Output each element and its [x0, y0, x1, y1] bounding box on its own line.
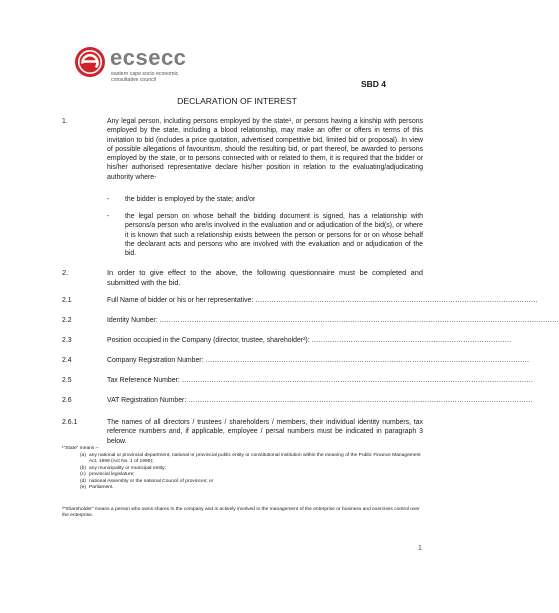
- bullet-1-dash: -: [107, 196, 110, 203]
- list-item-key: (d): [80, 478, 86, 484]
- field-2-3-number: 2.3: [62, 337, 72, 344]
- field-2-2-number: 2.2: [62, 317, 72, 324]
- field-2-6-number: 2.6: [62, 397, 72, 404]
- field-full-name[interactable]: [107, 296, 538, 305]
- list-item: [80, 485, 425, 491]
- list-item-key: (e): [80, 485, 86, 491]
- field-full-name-dots: ……………………………………………………………………………………………………………: [255, 297, 538, 304]
- field-2-5-number: 2.5: [62, 377, 72, 384]
- field-full-name-label: Full Name of bidder or his or her representative:: [107, 297, 254, 304]
- list-item-key: (c): [80, 472, 86, 478]
- ecsecc-logo-mark-icon: [74, 46, 106, 78]
- bullet-1-text: the bidder is employed by the state; and/or: [125, 196, 256, 203]
- field-vat-registration-dots: ……………………………………………………………………………………………………………………………………: [188, 397, 533, 404]
- field-identity-number[interactable]: [107, 316, 559, 325]
- field-tax-reference-dots: ………………………………………………………………………………………………………………………………………: [181, 377, 534, 384]
- footnote-state-list: [80, 453, 425, 491]
- list-item: [80, 453, 425, 466]
- field-position-dots: ……………………………………………………………………………: [311, 337, 512, 344]
- list-item-text: Parliament.: [89, 485, 114, 491]
- list-item-text: any municipality or municipal entity;: [89, 465, 166, 471]
- field-2-1-number: 2.1: [62, 297, 72, 304]
- form-code: SBD 4: [361, 79, 387, 89]
- list-item-text: any national or provincial department, national or provincial public entity or constitutional institution within the meaning of the Public Finance Management Act, 1999 (Act No. 1 of 1999);: [89, 453, 421, 465]
- list-item-text: national Assembly or the national Council of provinces; or: [89, 478, 214, 484]
- field-company-registration-dots: ……………………………………………………………………………………………………………………………: [205, 357, 530, 364]
- ecsecc-logo: [74, 46, 214, 86]
- list-item-text: provincial legislature;: [89, 472, 135, 478]
- field-position-label: Position occupied in the Company (director, trustee, shareholder²):: [107, 337, 310, 344]
- list-item-key: (b): [80, 465, 86, 471]
- page-number: 1: [418, 545, 422, 552]
- list-item-key: (a): [80, 453, 86, 458]
- page-title: DECLARATION OF INTEREST: [177, 96, 297, 106]
- bullet-2-dash: -: [107, 213, 110, 220]
- section-2-6-1-number: 2.6.1: [62, 419, 78, 426]
- section-2-text: In order to give effect to the above, the following questionnaire must be completed and submitted with the bid.: [107, 268, 423, 287]
- field-company-registration[interactable]: [107, 356, 530, 365]
- field-vat-registration[interactable]: [107, 396, 533, 405]
- section-1-number: 1.: [62, 118, 68, 125]
- logo-subtitle-line-2: consultative council: [111, 77, 156, 83]
- field-tax-reference[interactable]: [107, 376, 534, 385]
- field-identity-number-dots: …………………………………………………………………………………………………………………………………………………………: [159, 317, 559, 324]
- section-2-6-1-text: The names of all directors / trustees / shareholders / members, their individual identity numbers, tax reference numbers and, if applicable, employee / persal numbers must be indicated in paragraph 3 below.: [107, 419, 423, 445]
- field-vat-registration-label: VAT Registration Number:: [107, 397, 187, 404]
- footnote-shareholder: ²”Shareholder” means a person who owns shares in the company and is actively involved in the management of the enterprise or business and exercises control over the enterprise.: [62, 507, 420, 519]
- field-tax-reference-label: Tax Reference Number:: [107, 377, 180, 384]
- logo-wordmark: ecsecc: [110, 45, 187, 70]
- footnote-state-heading: ¹“State” means –: [62, 446, 99, 451]
- section-2-number: 2.: [62, 268, 69, 277]
- logo-subtitle-line-1: eastern cape socio economic: [111, 71, 179, 77]
- field-identity-number-label: Identity Number:: [107, 317, 158, 324]
- section-1-text: Any legal person, including persons employed by the state¹, or persons having a kinship with persons employed by the state, including a blood relationship, may make an offer or offers in terms of this invitation to bid (includes a price quotation, advertised competitive bid, limited bid or proposal). In view of possible allegations of favouritism, should the resulting bid, or part thereof, be awarded to persons employed by the state, or to persons connected with or related to them, it is required that the bidder or his/her authorised representative declare his/her position in relation to the evaluating/adjudicating authority where-: [107, 118, 423, 181]
- field-company-registration-label: Company Registration Number:: [107, 357, 204, 364]
- bullet-2-text: the legal person on whose behalf the bidding document is signed, has a relationship with persons/a person who are/is involved in the evaluation and or adjudication of the bid(s), or where it is known that such a relationship exists between the person or persons for or on whose behalf the declarant acts and persons who are involved with the evaluation and or adjudication of the bid.: [125, 213, 423, 258]
- field-2-4-number: 2.4: [62, 357, 72, 364]
- field-position[interactable]: [107, 336, 512, 345]
